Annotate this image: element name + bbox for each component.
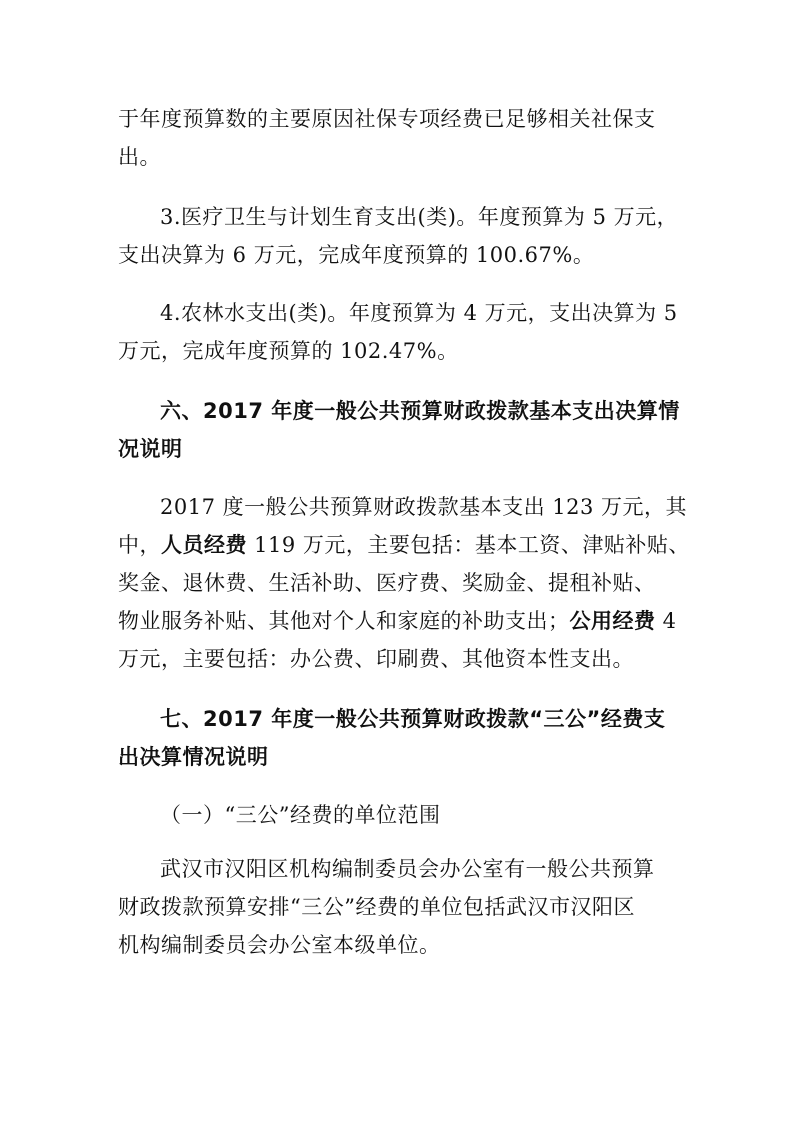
- heading-line: 七、2017 年度一般公共预算财政拨款“三公”经费支: [160, 707, 666, 731]
- text-fragment: 中，: [118, 533, 161, 557]
- heading-line: 出决算情况说明: [118, 745, 269, 769]
- text-line: 2017 度一般公共预算财政拨款基本支出 123 万元，其: [160, 495, 688, 519]
- text-line: （一）“三公”经费的单位范围: [160, 803, 441, 827]
- subsection-title-1: [118, 796, 678, 834]
- text-line: [118, 602, 678, 640]
- text-fragment: 119 万元，主要包括：基本工资、津贴补贴、: [247, 533, 690, 557]
- text-line: 3.医疗卫生与计划生育支出(类)。年度预算为 5 万元，: [160, 205, 679, 229]
- text-line: 奖金、退休费、生活补助、医疗费、奖励金、提租补贴、: [118, 571, 656, 595]
- paragraph-unit-scope: [118, 850, 678, 964]
- text-line: 万元，完成年度预算的 102.47%。: [118, 339, 459, 363]
- section-heading-6: [118, 392, 678, 468]
- paragraph-medical-health-expense: [118, 198, 678, 274]
- text-line: 4.农林水支出(类)。年度预算为 4 万元，支出决算为 5: [160, 301, 678, 325]
- text-line: 武汉市汉阳区机构编制委员会办公室有一般公共预算: [160, 857, 655, 881]
- paragraph-agriculture-expense: [118, 294, 678, 370]
- public-expense-term: 公用经费: [569, 609, 656, 633]
- text-line: 机构编制委员会办公室本级单位。: [118, 933, 441, 957]
- text-line: 万元，主要包括：办公费、印刷费、其他资本性支出。: [118, 647, 634, 671]
- text-line: 支出决算为 6 万元，完成年度预算的 100.67%。: [118, 243, 595, 267]
- paragraph-social-security-note: [118, 100, 678, 176]
- text-fragment: 物业服务补贴、其他对个人和家庭的补助支出；: [118, 609, 570, 633]
- paragraph-basic-expense: [118, 488, 690, 678]
- text-fragment: 4: [655, 609, 677, 633]
- heading-line: 六、2017 年度一般公共预算财政拨款基本支出决算情: [160, 399, 680, 423]
- text-line: 出。: [118, 145, 161, 169]
- text-line: 于年度预算数的主要原因社保专项经费已足够相关社保支: [118, 107, 656, 131]
- text-line: 财政拨款预算安排“三公”经费的单位包括武汉市汉阳区: [118, 895, 635, 919]
- text-line: [118, 526, 690, 564]
- section-heading-7: [118, 700, 678, 776]
- personnel-expense-term: 人员经费: [161, 533, 247, 557]
- heading-line: 况说明: [118, 437, 183, 461]
